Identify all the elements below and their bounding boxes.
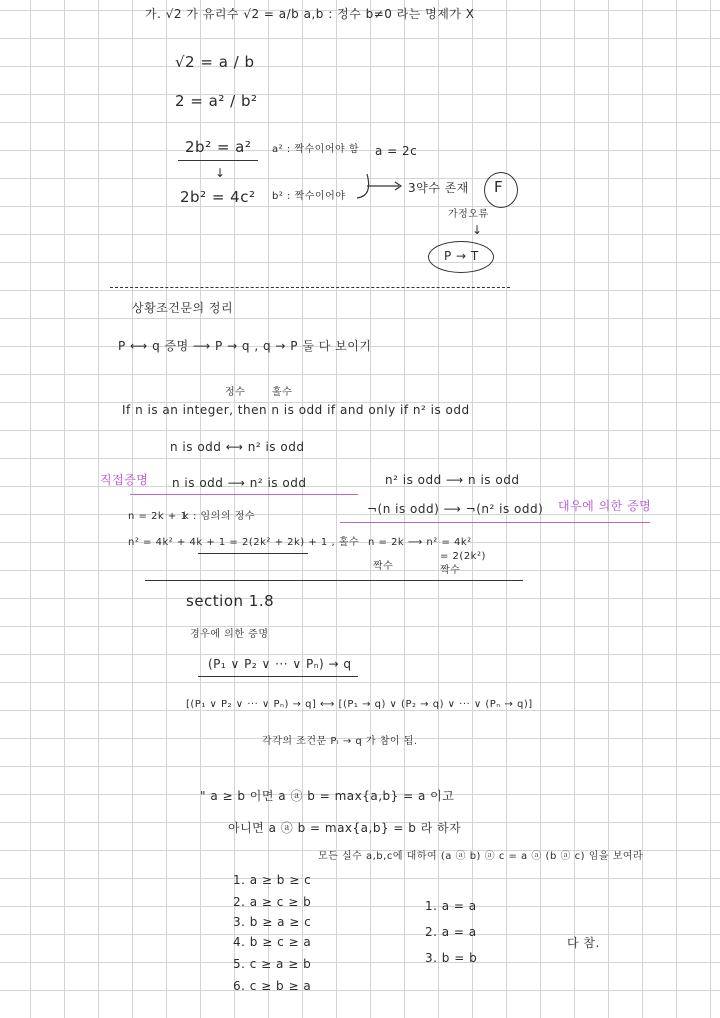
biconditional-proof: P ⟷ q 증명 ⟶ P → q , q → P 둘 다 보이기 bbox=[118, 339, 372, 353]
word-integer: 정수 bbox=[225, 387, 246, 398]
section-18: section 1.8 bbox=[186, 592, 275, 610]
result-item: 2. a = a bbox=[425, 925, 477, 939]
case-item: 1. a ≥ b ≥ c bbox=[233, 873, 312, 887]
assumption-error: 가정오류 bbox=[448, 209, 489, 220]
case-item: 3. b ≥ a ≥ c bbox=[233, 915, 312, 929]
converse: n² is odd ⟶ n is odd bbox=[385, 473, 520, 487]
even-word: 짝수 bbox=[373, 561, 394, 572]
word-odd: 홀수 bbox=[272, 387, 293, 398]
direct-proof-label: 직접증명 bbox=[100, 473, 149, 487]
underline bbox=[178, 160, 258, 161]
n-odd-iff: n is odd ⟷ n² is odd bbox=[170, 440, 305, 454]
contrapositive: ¬(n is odd) ⟶ ¬(n² is odd) bbox=[367, 502, 544, 516]
all-true: 다 참. bbox=[567, 936, 600, 950]
if-statement: If n is an integer, then n is odd if and only if n² is odd bbox=[122, 403, 470, 417]
k-integer: k : 임의의 정수 bbox=[183, 511, 255, 522]
else-definition: 아니면 a ⓐ b = max{a,b} = b 라 하자 bbox=[228, 821, 462, 835]
n-2k-b: = 2(2k²) bbox=[440, 551, 486, 562]
n-2k: n = 2k ⟶ n² = 4k² bbox=[368, 537, 472, 548]
disjunction-implication: (P₁ ∨ P₂ ∨ ··· ∨ Pₙ) → q bbox=[208, 657, 352, 671]
underline bbox=[198, 553, 308, 554]
down-arrow-icon: ↓ bbox=[215, 166, 226, 180]
result-item: 1. a = a bbox=[425, 899, 477, 913]
associativity-claim: 모든 실수 a,b,c에 대하여 (a ⓐ b) ⓐ c = a ⓐ (b ⓐ c) 임을 보여라 bbox=[318, 851, 644, 862]
divider bbox=[110, 287, 510, 288]
n-squared-odd: n² = 4k² + 4k + 1 = 2(2k² + 2k) + 1 , 홀수 bbox=[128, 537, 360, 548]
p-to-t: P → T bbox=[444, 249, 479, 263]
down-arrow-icon: ↓ bbox=[472, 223, 483, 237]
common-divisor: 3약수 존재 bbox=[408, 181, 469, 195]
each-case: 각각의 조건문 Pᵢ → q 가 참이 됨. bbox=[262, 736, 418, 747]
case-item: 2. a ≥ c ≥ b bbox=[233, 895, 312, 909]
n-2k1: n = 2k + 1 bbox=[128, 511, 188, 522]
section-title: 상황조건문의 정리 bbox=[132, 301, 234, 315]
purple-underline bbox=[130, 494, 358, 495]
case-item: 6. c ≥ b ≥ a bbox=[233, 979, 312, 993]
sqrt2-statement: 가. √2 가 유리수 √2 = a/b a,b : 정수 b≠0 라는 명제가 X bbox=[145, 7, 475, 21]
eq-2: 2 = a² / b² bbox=[175, 92, 258, 110]
divider bbox=[145, 580, 523, 581]
direct-proof: n is odd ⟶ n² is odd bbox=[172, 476, 307, 490]
contrapositive-label: 대우에 의한 증명 bbox=[558, 499, 652, 513]
eq-2b2: 2b² = a² bbox=[185, 138, 252, 156]
case-item: 4. b ≥ c ≥ a bbox=[233, 935, 312, 949]
result-item: 3. b = b bbox=[425, 951, 478, 965]
eq-2b2-4c2: 2b² = 4c² bbox=[180, 188, 256, 206]
max-definition: " a ≥ b 이면 a ⓐ b = max{a,b} = a 이고 bbox=[200, 789, 455, 803]
case-item: 5. c ≥ a ≥ b bbox=[233, 957, 312, 971]
equivalence: [(P₁ ∨ P₂ ∨ ··· ∨ Pₙ) → q] ⟷ [(P₁ → q) ∨ (P₂ → q) ∨ ··· ∨ (Pₙ → q)] bbox=[186, 699, 533, 710]
curved-arrow-icon bbox=[355, 170, 405, 210]
purple-underline bbox=[340, 522, 650, 523]
note-b2-even: b² : 짝수이어야 bbox=[272, 191, 346, 202]
even-word: 짝수 bbox=[440, 565, 461, 576]
eq-a-2c: a = 2c bbox=[375, 144, 418, 158]
underline bbox=[198, 676, 358, 677]
false-letter: F bbox=[494, 178, 504, 196]
case-proof-title: 경우에 의한 증명 bbox=[190, 629, 269, 640]
note-a2-even: a² : 짝수이어야 함 bbox=[272, 144, 360, 155]
eq-sqrt2: √2 = a / b bbox=[175, 53, 255, 71]
